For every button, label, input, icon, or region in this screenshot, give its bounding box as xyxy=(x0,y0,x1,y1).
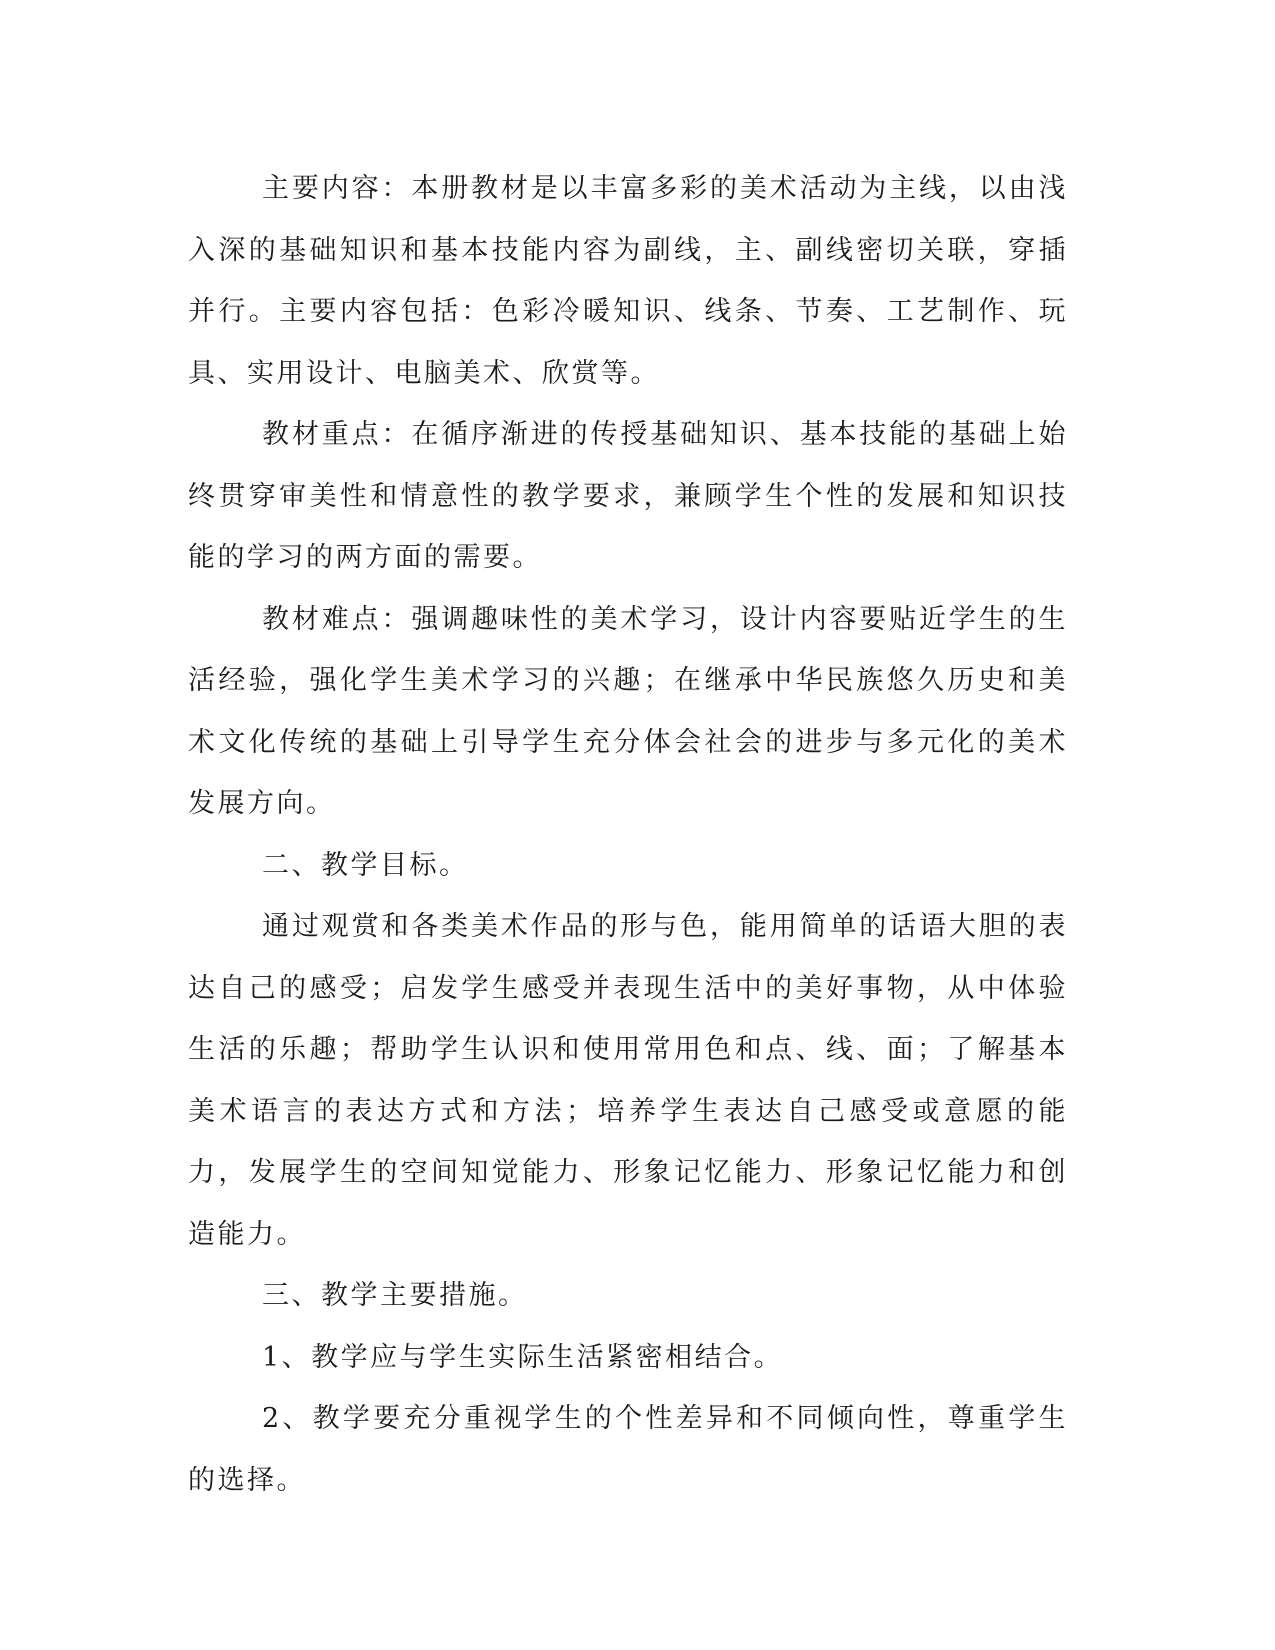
section-heading-teaching-measures: 三、教学主要措施。 xyxy=(262,1280,528,1311)
section-heading-teaching-goals: 二、教学目标。 xyxy=(262,849,469,881)
paragraph-difficulties: 教材难点：强调趣味性的美术学习，设计内容要贴近学生的生活经验，强化学生美术学习的兴趣；在继承中华民族悠久历史和美术文化传统的基础上引导学生充分体会社会的进步与多元化的美术发展方向。 xyxy=(188,603,1068,819)
paragraph-main-content: 主要内容：本册教材是以丰富多彩的美术活动为主线，以由浅入深的基础知识和基本技能内容为副线，主、副线密切关联，穿插并行。主要内容包括：色彩冷暖知识、线条、节奏、工艺制作、玩具、实用设计、电脑美术、欣赏等。 xyxy=(188,173,1068,389)
paragraph-measure-1: 1、教学应与学生实际生活紧密相结合。 xyxy=(262,1341,784,1373)
document-body xyxy=(188,158,1068,1511)
paragraph-measure-2: 2、教学要充分重视学生的个性差异和不同倾向性，尊重学生的选择。 xyxy=(188,1403,1068,1496)
paragraph-teaching-goals: 通过观赏和各类美术作品的形与色，能用简单的话语大胆的表达自己的感受；启发学生感受并表现生活中的美好事物，从中体验生活的乐趣；帮助学生认识和使用常用色和点、线、面；了解基本美术语言的表达方式和方法；培养学生表达自己感受或意愿的能力，发展学生的空间知觉能力、形象记忆能力、形象记忆能力和创造能力。 xyxy=(188,911,1068,1250)
paragraph-key-points: 教材重点：在循序渐进的传授基础知识、基本技能的基础上始终贯穿审美性和情意性的教学要求，兼顾学生个性的发展和知识技能的学习的两方面的需要。 xyxy=(188,419,1068,573)
